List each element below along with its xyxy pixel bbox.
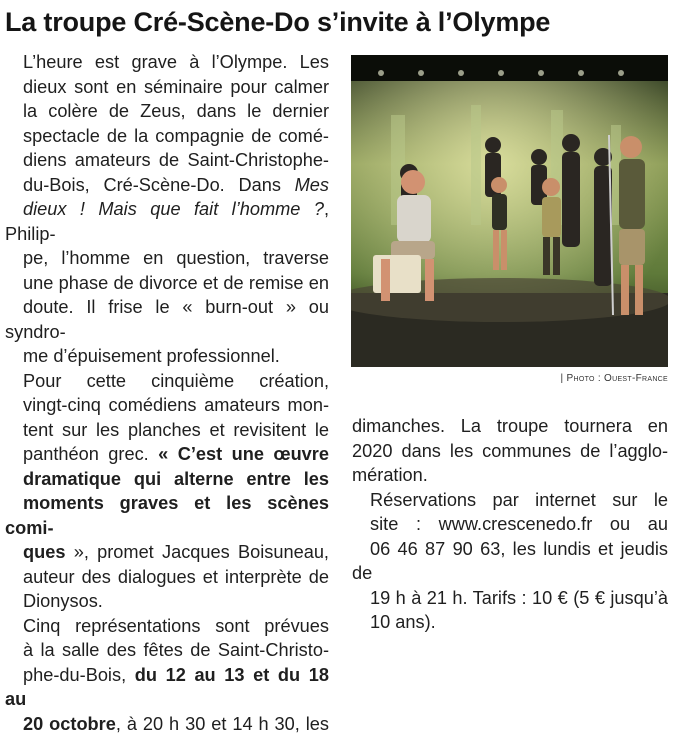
photo-credit: | Photo : Ouest-France [352,373,668,384]
text-line [5,467,329,492]
text-line: Réservations par internet sur le [352,488,668,513]
text-line: tent sur les planches et revisitent le [5,418,329,443]
text-line: 19 h à 21 h. Tarifs : 10 € (5 € jusqu’à [352,586,668,611]
quote-bold: ques [23,542,65,562]
text-line [5,442,329,467]
article-body-right-column [352,414,668,635]
paragraph-reservations [352,488,668,635]
text-line: site : www.crescenedo.fr ou au [352,512,668,537]
text-fragment: du-Bois, Cré-Scène-Do. Dans [23,175,295,195]
paragraph-dates [5,614,329,736]
text-line: dieux sont en séminaire pour calmer [5,75,329,100]
show-title-italic: Mes [295,175,329,195]
paragraph-quote [5,369,329,614]
text-line [5,540,329,565]
text-line: Dionysos. [5,589,329,614]
text-line: dimanches. La troupe tournera en [352,414,668,439]
text-line [5,712,329,736]
text-line [5,491,329,540]
text-line: 06 46 87 90 63, les lundis et jeudis de [352,537,668,586]
text-line: vingt-cinq comédiens amateurs mon- [5,393,329,418]
text-line: 10 ans). [352,610,668,635]
text-line: me d’épuisement professionnel. [5,344,329,369]
text-line: Pour cette cinquième création, [5,369,329,394]
text-line: L’heure est grave à l’Olympe. Les [5,50,329,75]
text-line [5,173,329,198]
text-line: à la salle des fêtes de Saint-Christo- [5,638,329,663]
paragraph-intro [5,50,329,369]
text-line: la colère de Zeus, dans le dernier [5,99,329,124]
text-fragment: , Philip- [5,199,329,244]
article-body-left-column [5,50,329,736]
text-line: mération. [352,463,668,488]
text-line: doute. Il frise le « burn-out » ou syndro- [5,295,329,344]
quote-bold: « C’est une œuvre [158,444,329,464]
text-line: diens amateurs de Saint-Christophe- [5,148,329,173]
article-headline: La troupe Cré-Scène-Do s’invite à l’Olympe [5,5,677,39]
text-line: 2020 dans les communes de l’agglo- [352,439,668,464]
show-title-italic: dieux ! Mais que fait l’homme ? [23,199,324,219]
quote-bold: dramatique qui alterne entre les [23,469,329,489]
text-line: spectacle de la compagnie de comé- [5,124,329,149]
text-line: pe, l’homme en question, traverse [5,246,329,271]
text-fragment: panthéon grec. [23,444,158,464]
dates-bold: du 12 au 13 et du 18 au [5,665,329,710]
stage-scene-photo [351,55,668,367]
text-fragment: phe-du-Bois, [23,665,135,685]
quote-bold: moments graves et les scènes comi- [5,493,329,538]
text-line [5,197,329,246]
text-line [5,663,329,712]
text-line: auteur des dialogues et interprète de [5,565,329,590]
article-photo [351,55,668,367]
text-line: une phase de divorce et de remise en [5,271,329,296]
text-line: Cinq représentations sont prévues [5,614,329,639]
text-fragment: , à 20 h 30 et 14 h 30, les [116,714,329,734]
text-fragment: », promet Jacques Boisuneau, [65,542,329,562]
dates-bold: 20 octobre [23,714,116,734]
paragraph-tour [352,414,668,488]
